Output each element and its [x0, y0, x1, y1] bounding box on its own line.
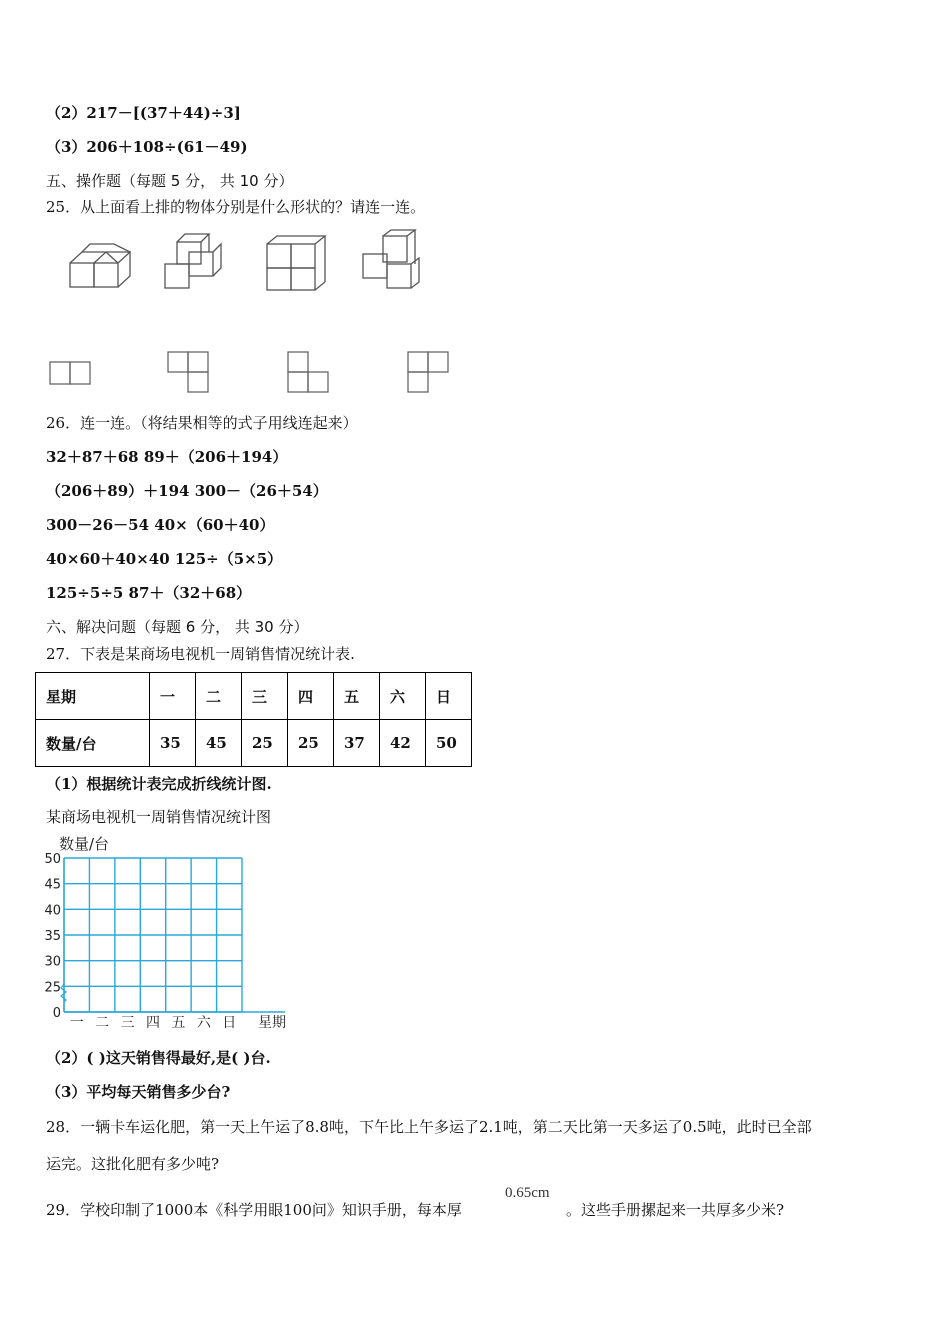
q26-row-3: 300－26－54 40×（60＋40） [46, 516, 275, 534]
table-header-cell: 数量/台 [36, 720, 150, 767]
x-tick-label: 日 [222, 1015, 237, 1031]
q26-text: 26．连一连。（将结果相等的式子用线连起来） [46, 414, 358, 432]
chart-title: 某商场电视机一周销售情况统计图 [46, 808, 272, 826]
table-cell: 五 [334, 673, 380, 720]
y-tick-label: 45 [44, 877, 61, 893]
x-tick-label: 一 [69, 1015, 84, 1031]
cube-group-4 [363, 230, 419, 288]
x-tick-label: 六 [196, 1015, 211, 1031]
top-view-2 [168, 352, 208, 392]
top-view-1 [50, 362, 90, 384]
table-cell: 25 [288, 720, 334, 767]
table-cell: 45 [196, 720, 242, 767]
table-cell: 四 [288, 673, 334, 720]
q27-text: 27．下表是某商场电视机一周销售情况统计表. [46, 645, 355, 663]
cube-figures-3d [60, 228, 460, 298]
x-tick-label: 二 [95, 1015, 110, 1031]
q28-line1: 28．一辆卡车运化肥，第一天上午运了8.8吨，下午比上午多运了2.1吨，第二天比第一天多运了0.5吨，此时已全部 [46, 1118, 812, 1136]
section6-title: 六、解决问题（每题 6 分， 共 30 分） [46, 618, 309, 636]
section5-title: 五、操作题（每题 5 分， 共 10 分） [46, 172, 294, 190]
q29-thickness-value: 0.65cm [505, 1185, 550, 1201]
line-chart [40, 830, 320, 1035]
q28-line2: 运完。这批化肥有多少吨? [46, 1155, 220, 1173]
chart-ylabel: 数量/台 [59, 835, 110, 853]
calc-q3: （3）206＋108÷(61－49) [46, 138, 248, 156]
q27-sub2: （2）( )这天销售得最好,是( )台. [46, 1049, 271, 1067]
q26-row-5: 125÷5÷5 87＋（32＋68） [46, 584, 252, 602]
y-tick-label: 50 [44, 852, 61, 867]
calc-q2: （2）217－[(37＋44)÷3] [46, 104, 241, 122]
table-cell: 35 [150, 720, 196, 767]
q27-sub1: （1）根据统计表完成折线统计图. [46, 775, 272, 793]
y-tick-label: 0 [52, 1006, 61, 1021]
top-view-figures [46, 348, 456, 398]
table-cell: 42 [380, 720, 426, 767]
sales-table [35, 672, 472, 767]
table-row [36, 673, 472, 720]
table-cell: 25 [242, 720, 288, 767]
q26-row-1: 32＋87＋68 89＋（206＋194） [46, 448, 288, 466]
q26-row-4: 40×60＋40×40 125÷（5×5） [46, 550, 283, 568]
x-tick-label: 五 [171, 1015, 186, 1031]
q27-sub3: （3）平均每天销售多少台? [46, 1083, 231, 1101]
table-cell: 三 [242, 673, 288, 720]
y-tick-label: 25 [44, 980, 61, 996]
chart-grid [64, 858, 242, 1012]
cube-group-3 [267, 236, 325, 290]
x-tick-label: 三 [120, 1015, 135, 1031]
x-tick-label: 四 [146, 1015, 160, 1031]
y-tick-label: 40 [44, 903, 61, 919]
cube-group-2 [165, 234, 221, 288]
q29-before: 29．学校印制了1000本《科学用眼100问》知识手册，每本厚 [46, 1201, 462, 1219]
q25-text: 25．从上面看上排的物体分别是什么形状的？请连一连。 [46, 198, 426, 216]
table-cell: 50 [426, 720, 472, 767]
table-cell: 二 [196, 673, 242, 720]
table-header-cell: 星期 [36, 673, 150, 720]
y-tick-label: 30 [44, 954, 61, 970]
q26-row-2: （206＋89）＋194 300－（26＋54） [46, 482, 328, 500]
table-cell: 六 [380, 673, 426, 720]
top-view-3 [288, 352, 328, 392]
top-view-4 [408, 352, 448, 392]
q29-after: 。这些手册摞起来一共厚多少米? [566, 1201, 785, 1219]
chart-xlabel: 星期 [258, 1015, 286, 1031]
table-row [36, 720, 472, 767]
cube-group-1 [70, 244, 130, 287]
table-cell: 37 [334, 720, 380, 767]
table-cell: 一 [150, 673, 196, 720]
table-cell: 日 [426, 673, 472, 720]
y-tick-label: 35 [44, 929, 61, 944]
